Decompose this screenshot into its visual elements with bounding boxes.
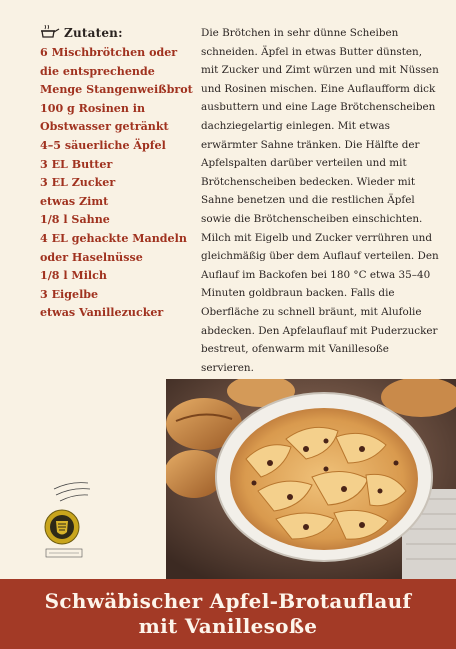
ingredient-item: Menge Stangenweißbrot [40, 83, 193, 97]
ingredients-header [40, 24, 190, 42]
ingredient-item: Obstwasser getränkt [40, 120, 169, 134]
instructions-text: Die Brötchen in sehr dünne Scheiben schneiden. Äpfel in etwas Butter dünsten, mit Zucker und Zimt würzen und mit Nüssen und Rosinen mischen. Eine Auflaufform dick ausbuttern und eine Lage Brötchenscheiben dachziegelartig einlegen. Mit etwas erwärmter Sahne tränken. Die Hälfte der Apfelspalten darüber verteilen und mit Brötchenscheiben bedecken. Wieder mit Sahne benetzen und die restlichen Äpfel sowie die Brötchenscheiben einschichten. Milch mit Eigelb und Zucker verrühren und gleichmäßig über dem Auflauf verteilen. Den Auflauf im Backofen bei 180 °C etwa 35–40 Minuten goldbraun backen. Falls die Oberfläche zu schnell bräunt, mit Alufolie abdecken. Den Apfelauflauf mit Puderzucker bestreut, ofenwarm mit Vanillesoße servieren. [201, 27, 439, 374]
ingredient-item: etwas Vanillezucker [40, 306, 164, 320]
ingredient-item: 3 EL Zucker [40, 176, 116, 190]
recipe-title-line2: mit Vanillesoße [138, 614, 318, 638]
ingredient-item: die entsprechende [40, 64, 155, 78]
ingredient-item: 6 Mischbrötchen oder [40, 46, 178, 59]
ingredient-item: 4–5 säuerliche Äpfel [40, 138, 166, 152]
pot-icon [40, 25, 60, 41]
ingredient-item: 3 EL Butter [40, 157, 113, 171]
instructions-section [201, 24, 441, 377]
quality-seal [40, 475, 128, 565]
ingredient-item: etwas Zimt [40, 194, 109, 208]
title-banner [0, 579, 456, 649]
ingredients-heading: Zutaten: [64, 26, 123, 40]
ingredient-item: 4 EL gehackte Mandeln [40, 231, 187, 245]
ingredient-item: oder Haselnüsse [40, 250, 143, 264]
casserole-photo [166, 379, 456, 579]
ingredient-item: 100 g Rosinen in [40, 101, 146, 115]
ingredient-item: 3 Eigelbe [40, 287, 99, 301]
ingredient-item: 1/8 l Sahne [40, 213, 110, 227]
recipe-title-line1: Schwäbischer Apfel-Brotauflauf [44, 589, 412, 613]
ingredient-item: 1/8 l Milch [40, 269, 107, 283]
ingredients-list [40, 44, 193, 323]
ingredients-section [40, 24, 193, 323]
